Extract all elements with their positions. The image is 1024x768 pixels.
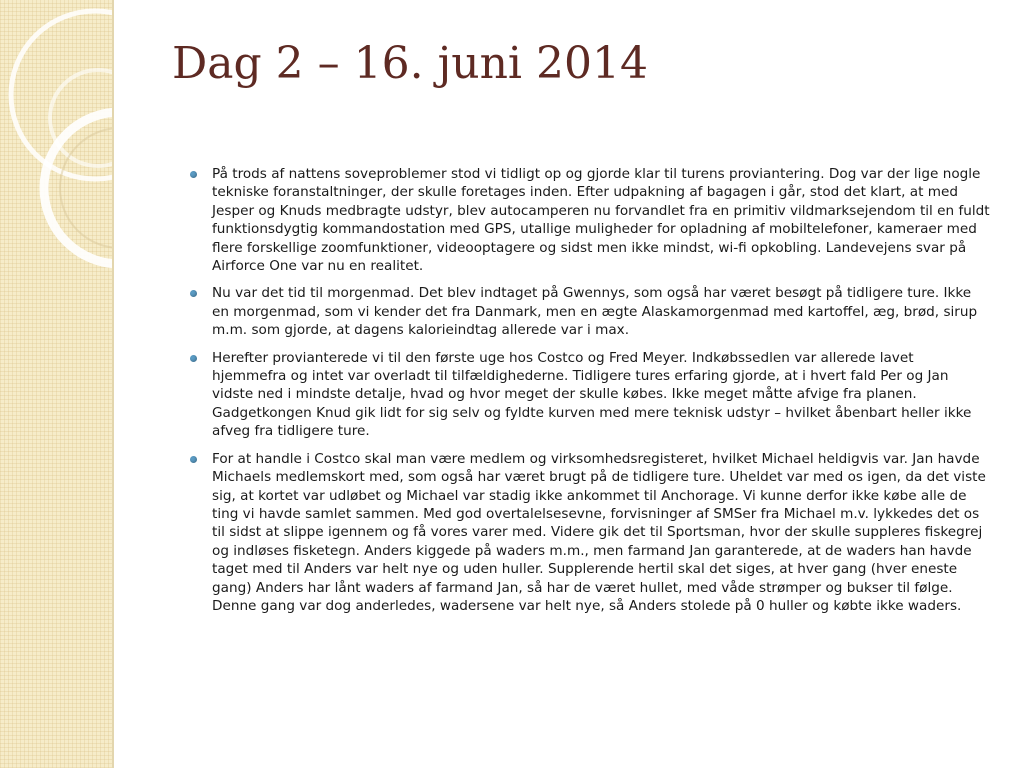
bullet-list	[190, 165, 990, 615]
slide-title: Dag 2 – 16. juni 2014	[172, 38, 648, 89]
bullet-dot-icon	[190, 171, 197, 178]
bullet-dot-icon	[190, 290, 197, 297]
bullet-text: Nu var det tid til morgenmad. Det blev indtaget på Gwennys, som også har været besøgt på tidligere ture. Ikke en morgenmad, som vi kender det fra Danmark, men en ægte Alaskamorgenmad med kartoffel, æg, brød, sirup m.m. som gjorde, at dagens kalorieindtag allerede var i max.	[212, 285, 978, 339]
bullet-text: På trods af nattens soveproblemer stod vi tidligt op og gjorde klar til turens proviantering. Dog var der lige nogle tekniske foranstaltninger, der skulle foretages inden. Efter udpakning af bagagen i går, stod det klart, at med Jesper og Knuds medbragte udstyr, blev autocamperen nu forvandlet fra en primitiv vildmarksejendom til en fuldt funktionsdygtig kommandostation med GPS, utallige muligheder for opladning af mobiltelefoner, kameraer med flere forskellige zoomfunktioner, videooptagere og sidst men ikke mindst, wi-fi opkobling. Landevejens svar på Airforce One var nu en realitet.	[212, 166, 990, 275]
side-panel-edge	[112, 0, 114, 768]
bullet-item	[190, 450, 990, 616]
bullet-dot-icon	[190, 456, 197, 463]
bullet-item	[190, 165, 990, 275]
decorative-side-panel	[0, 0, 112, 768]
bullet-dot-icon	[190, 355, 197, 362]
slide-body	[190, 165, 990, 624]
bullet-item	[190, 349, 990, 441]
bullet-text: For at handle i Costco skal man være medlem og virksomhedsregisteret, hvilket Michael heldigvis var. Jan havde Michaels medlemskort med, som også har været brugt på de tidligere ture. Uheldet var med os igen, da det viste sig, at kortet var udløbet og Michael var stadig ikke ankommet til Anchorage. Vi kunne derfor ikke købe alle de ting vi havde samlet sammen. Med god overtalelsesevne, forvisninger af SMSer fra Michael m.v. lykkedes det os til sidst at slippe igennem og få vores varer med. Videre gik det til Sportsman, hvor der skulle suppleres fiskegrej og indløses fisketegn. Anders kiggede på waders m.m., men farmand Jan garanterede, at de waders han havde taget med til Anders var helt nye og uden huller. Supplerende hertil skal det siges, at hver gang (hver eneste gang) Anders har lånt waders af farmand Jan, så har de været hullet, med våde strømper og bukser til følge. Denne gang var dog anderledes, wadersene var helt nye, så Anders stolede på 0 huller og købte ikke waders.	[212, 450, 986, 614]
decorative-circles-icon	[0, 0, 112, 768]
bullet-item	[190, 284, 990, 339]
bullet-text: Herefter provianterede vi til den første uge hos Costco og Fred Meyer. Indkøbssedlen var allerede lavet hjemmefra og intet var overladt til tilfældighederne. Tidligere tures erfaring gjorde, at i hvert fald Per og Jan vidste ned i mindste detalje, hvad og hvor meget der skulle købes. Ikke meget måtte afvige fra planen. Gadgetkongen Knud gik lidt for sig selv og fyldte kurven med mere teknisk udstyr – hvilket åbenbart heller ikke afveg fra tidligere ture.	[212, 349, 972, 440]
